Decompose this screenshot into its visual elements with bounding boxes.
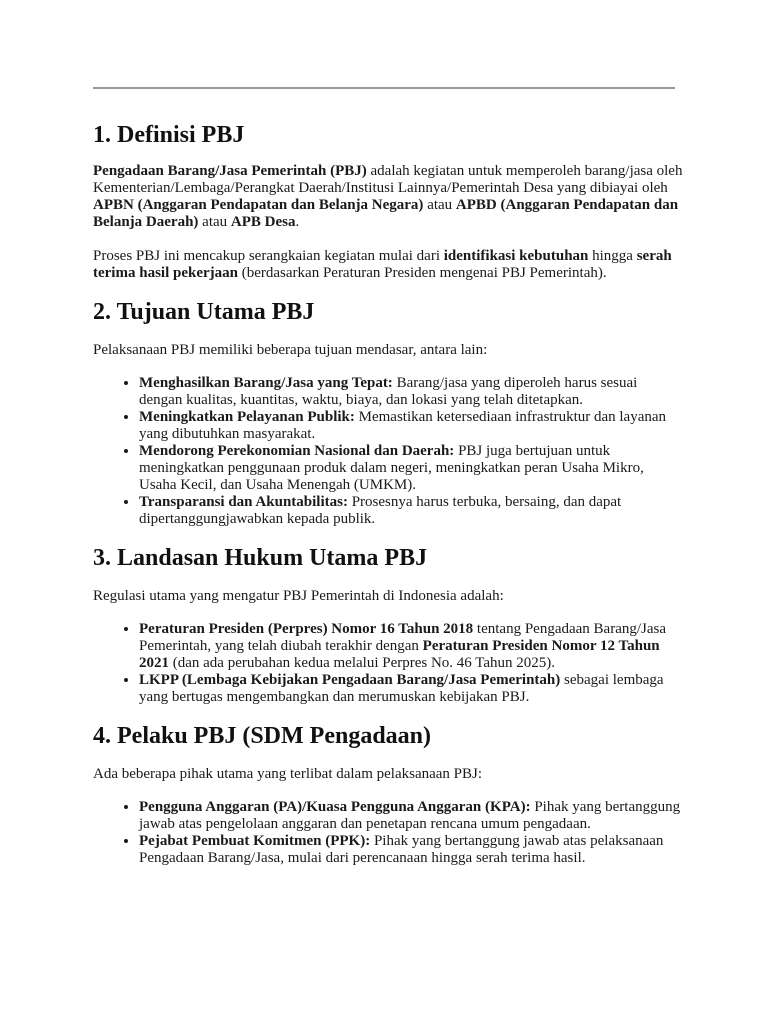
text-run: Memastikan ketersediaan infrastruktur dan layanan yang dibutuhkan masyarakat.: [139, 409, 667, 442]
bold-term: Transparansi dan Akuntabilitas:: [139, 494, 348, 510]
text-run: PBJ juga bertujuan untuk meningkatkan penggunaan produk dalam negeri, meningkatkan peran Usaha Mikro, Usaha Kecil, dan Usaha Menengah (UMKM).: [139, 443, 644, 493]
text-run: Pihak yang bertanggung jawab atas pelaksanaan Pengadaan Barang/Jasa, mulai dari perencanaan hingga serah terima hasil.: [139, 833, 664, 866]
text-run: .: [295, 214, 300, 230]
text-run: (berdasarkan Peraturan Presiden mengenai PBJ Pemerintah).: [237, 265, 607, 281]
list-item: [139, 375, 683, 409]
text-run: (dan ada perubahan kedua melalui Perpres No. 46 Tahun 2025).: [169, 655, 556, 671]
text-run: atau: [198, 214, 231, 230]
paragraph-landasan-intro: Regulasi utama yang mengatur PBJ Pemerintah di Indonesia adalah:: [93, 588, 504, 604]
text-run: Prosesnya harus terbuka, bersaing, dan dapat dipertanggungjawabkan kepada publik.: [139, 494, 622, 527]
bold-term: LKPP (Lembaga Kebijakan Pengadaan Barang/Jasa Pemerintah): [139, 672, 561, 688]
text-run: Pihak yang bertanggung jawab atas pengelolaan anggaran dan penetapan rencana umum pengadaan.: [139, 799, 681, 832]
text-run: tentang Pengadaan Barang/Jasa Pemerintah, yang telah diubah terakhir dengan: [139, 621, 667, 654]
text-run: sebagai lembaga yang bertugas mengembangkan dan merumuskan kebijakan PBJ.: [139, 672, 664, 705]
list-item: [139, 799, 683, 833]
section-heading-tujuan: 2. Tujuan Utama PBJ: [93, 299, 315, 325]
list-item: [139, 833, 683, 867]
text-run: Barang/jasa yang diperoleh harus sesuai dengan kualitas, kuantitas, waktu, biaya, dan lokasi yang telah ditetapkan.: [139, 375, 638, 408]
text-run: Proses PBJ ini mencakup serangkaian kegiatan mulai dari: [93, 248, 444, 264]
section-heading-pelaku: 4. Pelaku PBJ (SDM Pengadaan): [93, 723, 432, 749]
bold-term: Peraturan Presiden (Perpres) Nomor 16 Tahun 2018: [139, 621, 474, 637]
bold-term: APB Desa: [230, 214, 296, 230]
section-heading-definisi: 1. Definisi PBJ: [93, 122, 245, 148]
horizontal-rule: [93, 87, 675, 89]
bold-term: Pejabat Pembuat Komitmen (PPK):: [139, 833, 371, 849]
bold-term: identifikasi kebutuhan: [443, 248, 589, 264]
list-item: [139, 621, 683, 672]
list-item: [139, 409, 683, 443]
bold-term: Peraturan Presiden Nomor 12 Tahun 2021: [139, 638, 660, 671]
bold-term: Pengadaan Barang/Jasa Pemerintah (PBJ): [93, 163, 367, 179]
bold-term: Menghasilkan Barang/Jasa yang Tepat:: [139, 375, 393, 391]
paragraph-proses: [93, 248, 683, 282]
bold-term: APBD (Anggaran Pendapatan dan Belanja Daerah): [93, 197, 679, 230]
document-body: [93, 122, 683, 867]
paragraph-tujuan-intro: Pelaksanaan PBJ memiliki beberapa tujuan mendasar, antara lain:: [93, 342, 488, 358]
bold-term: Meningkatkan Pelayanan Publik:: [139, 409, 355, 425]
text-run: atau: [423, 197, 456, 213]
list-pelaku: [93, 799, 683, 867]
section-heading-landasan: 3. Landasan Hukum Utama PBJ: [93, 545, 428, 571]
text-run: hingga: [588, 248, 637, 264]
paragraph-definisi: [93, 163, 683, 231]
paragraph-pelaku-intro: Ada beberapa pihak utama yang terlibat dalam pelaksanaan PBJ:: [93, 766, 483, 782]
text-run: adalah kegiatan untuk memperoleh barang/jasa oleh Kementerian/Lembaga/Perangkat Daerah/Institusi Lainnya/Pemerintah Desa yang dibiayai oleh: [93, 163, 683, 196]
bold-term: APBN (Anggaran Pendapatan dan Belanja Negara): [93, 197, 424, 213]
list-tujuan: [93, 375, 683, 528]
bold-term: Pengguna Anggaran (PA)/Kuasa Pengguna Anggaran (KPA):: [139, 799, 531, 815]
bold-term: serah terima hasil pekerjaan: [93, 248, 672, 281]
bold-term: Mendorong Perekonomian Nasional dan Daerah:: [139, 443, 455, 459]
list-landasan: [93, 621, 683, 706]
list-item: [139, 443, 683, 494]
list-item: [139, 672, 683, 706]
list-item: [139, 494, 683, 528]
